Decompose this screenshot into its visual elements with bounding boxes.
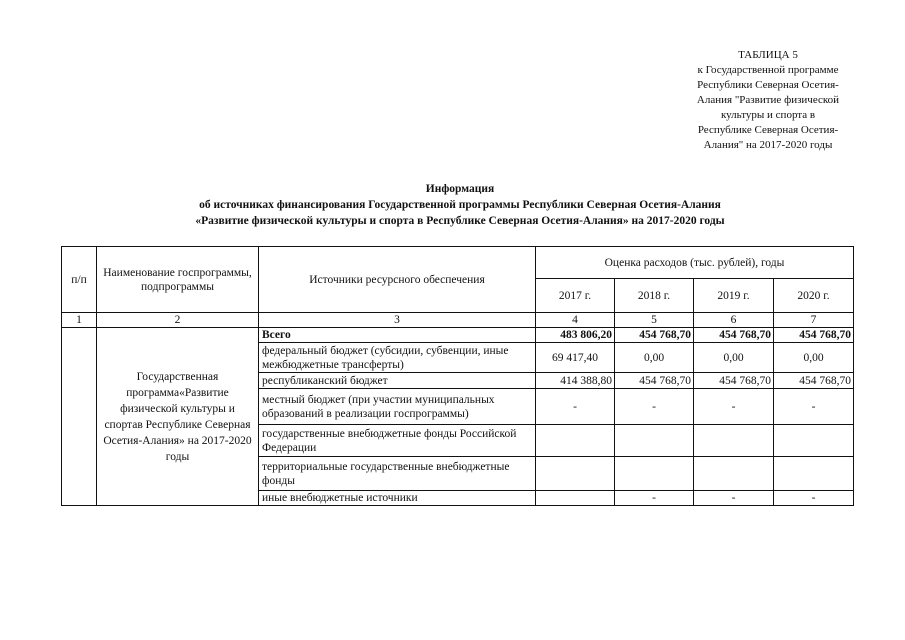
value-cell <box>615 425 694 457</box>
col-number: 6 <box>694 313 774 328</box>
value-cell <box>536 425 615 457</box>
annex-line: Республики Северная Осетия- <box>697 79 839 91</box>
value-cell <box>536 491 615 506</box>
title-line: Информация <box>425 183 495 195</box>
source-local: местный бюджет (при участии муниципальных образований в реализации госпрограммы) <box>259 389 536 425</box>
value-cell <box>774 457 854 491</box>
source-republican: республиканский бюджет <box>259 373 536 389</box>
col-number: 7 <box>774 313 854 328</box>
value-cell: - <box>536 389 615 425</box>
value-cell: 0,00 <box>694 343 774 373</box>
annex-line: культуры и спорта в <box>720 109 816 121</box>
annex-line: ТАБЛИЦА 5 <box>738 49 798 61</box>
col-number: 5 <box>615 313 694 328</box>
title-line: «Развитие физической культуры и спорта в Республике Северная Осетия-Алания» на 2017-2020 годы <box>195 215 725 227</box>
value-cell <box>694 457 774 491</box>
header-year: 2018 г. <box>615 279 694 313</box>
col-number: 2 <box>97 313 259 328</box>
value-cell: 0,00 <box>615 343 694 373</box>
header-estimate: Оценка расходов (тыс. рублей), годы <box>536 247 854 279</box>
value-cell <box>694 425 774 457</box>
value-cell: 69 417,40 <box>536 343 615 373</box>
value-cell <box>774 425 854 457</box>
col-number: 3 <box>259 313 536 328</box>
value-cell <box>536 457 615 491</box>
value-cell: 454 768,70 <box>774 328 854 343</box>
value-cell: 454 768,70 <box>694 373 774 389</box>
source-total: Всего <box>259 328 536 343</box>
value-cell: - <box>774 389 854 425</box>
annex-line: к Государственной программе <box>697 64 839 76</box>
annex-line: Республике Северная Осетия- <box>697 124 839 136</box>
value-cell: 454 768,70 <box>774 373 854 389</box>
value-cell: 0,00 <box>774 343 854 373</box>
value-cell: 454 768,70 <box>694 328 774 343</box>
row-number-cell <box>62 328 97 506</box>
header-year: 2019 г. <box>694 279 774 313</box>
header-program-name: Наименование госпрограммы, подпрограммы <box>97 247 259 313</box>
value-cell: - <box>694 389 774 425</box>
header-sources: Источники ресурсного обеспечения <box>259 247 536 313</box>
value-cell: 414 388,80 <box>536 373 615 389</box>
col-number: 1 <box>62 313 97 328</box>
value-cell: - <box>615 491 694 506</box>
source-federal: федеральный бюджет (субсидии, субвенции, иные межбюджетные трансферты) <box>259 343 536 373</box>
source-territorial-funds: территориальные государственные внебюджетные фонды <box>259 457 536 491</box>
title-line: об источниках финансирования Государственной программы Республики Северная Осетия-Алания <box>199 199 721 211</box>
financing-table <box>61 246 854 506</box>
value-cell: - <box>774 491 854 506</box>
header-num: п/п <box>62 247 97 313</box>
header-year: 2020 г. <box>774 279 854 313</box>
source-other: иные внебюджетные источники <box>259 491 536 506</box>
annex-line: Алания" на 2017-2020 годы <box>703 139 833 151</box>
value-cell: 454 768,70 <box>615 328 694 343</box>
source-state-funds: государственные внебюджетные фонды Российской Федерации <box>259 425 536 457</box>
annex-line: Алания "Развитие физической <box>696 94 840 106</box>
col-number: 4 <box>536 313 615 328</box>
value-cell: - <box>694 491 774 506</box>
value-cell <box>615 457 694 491</box>
value-cell: 483 806,20 <box>536 328 615 343</box>
annex-caption <box>668 48 868 153</box>
header-year: 2017 г. <box>536 279 615 313</box>
value-cell: - <box>615 389 694 425</box>
document-title <box>90 181 830 229</box>
value-cell: 454 768,70 <box>615 373 694 389</box>
program-name: Государственная программа«Развитие физической культуры и спортав Республике Северная Осетия-Алания» на 2017-2020 годы <box>97 328 259 506</box>
